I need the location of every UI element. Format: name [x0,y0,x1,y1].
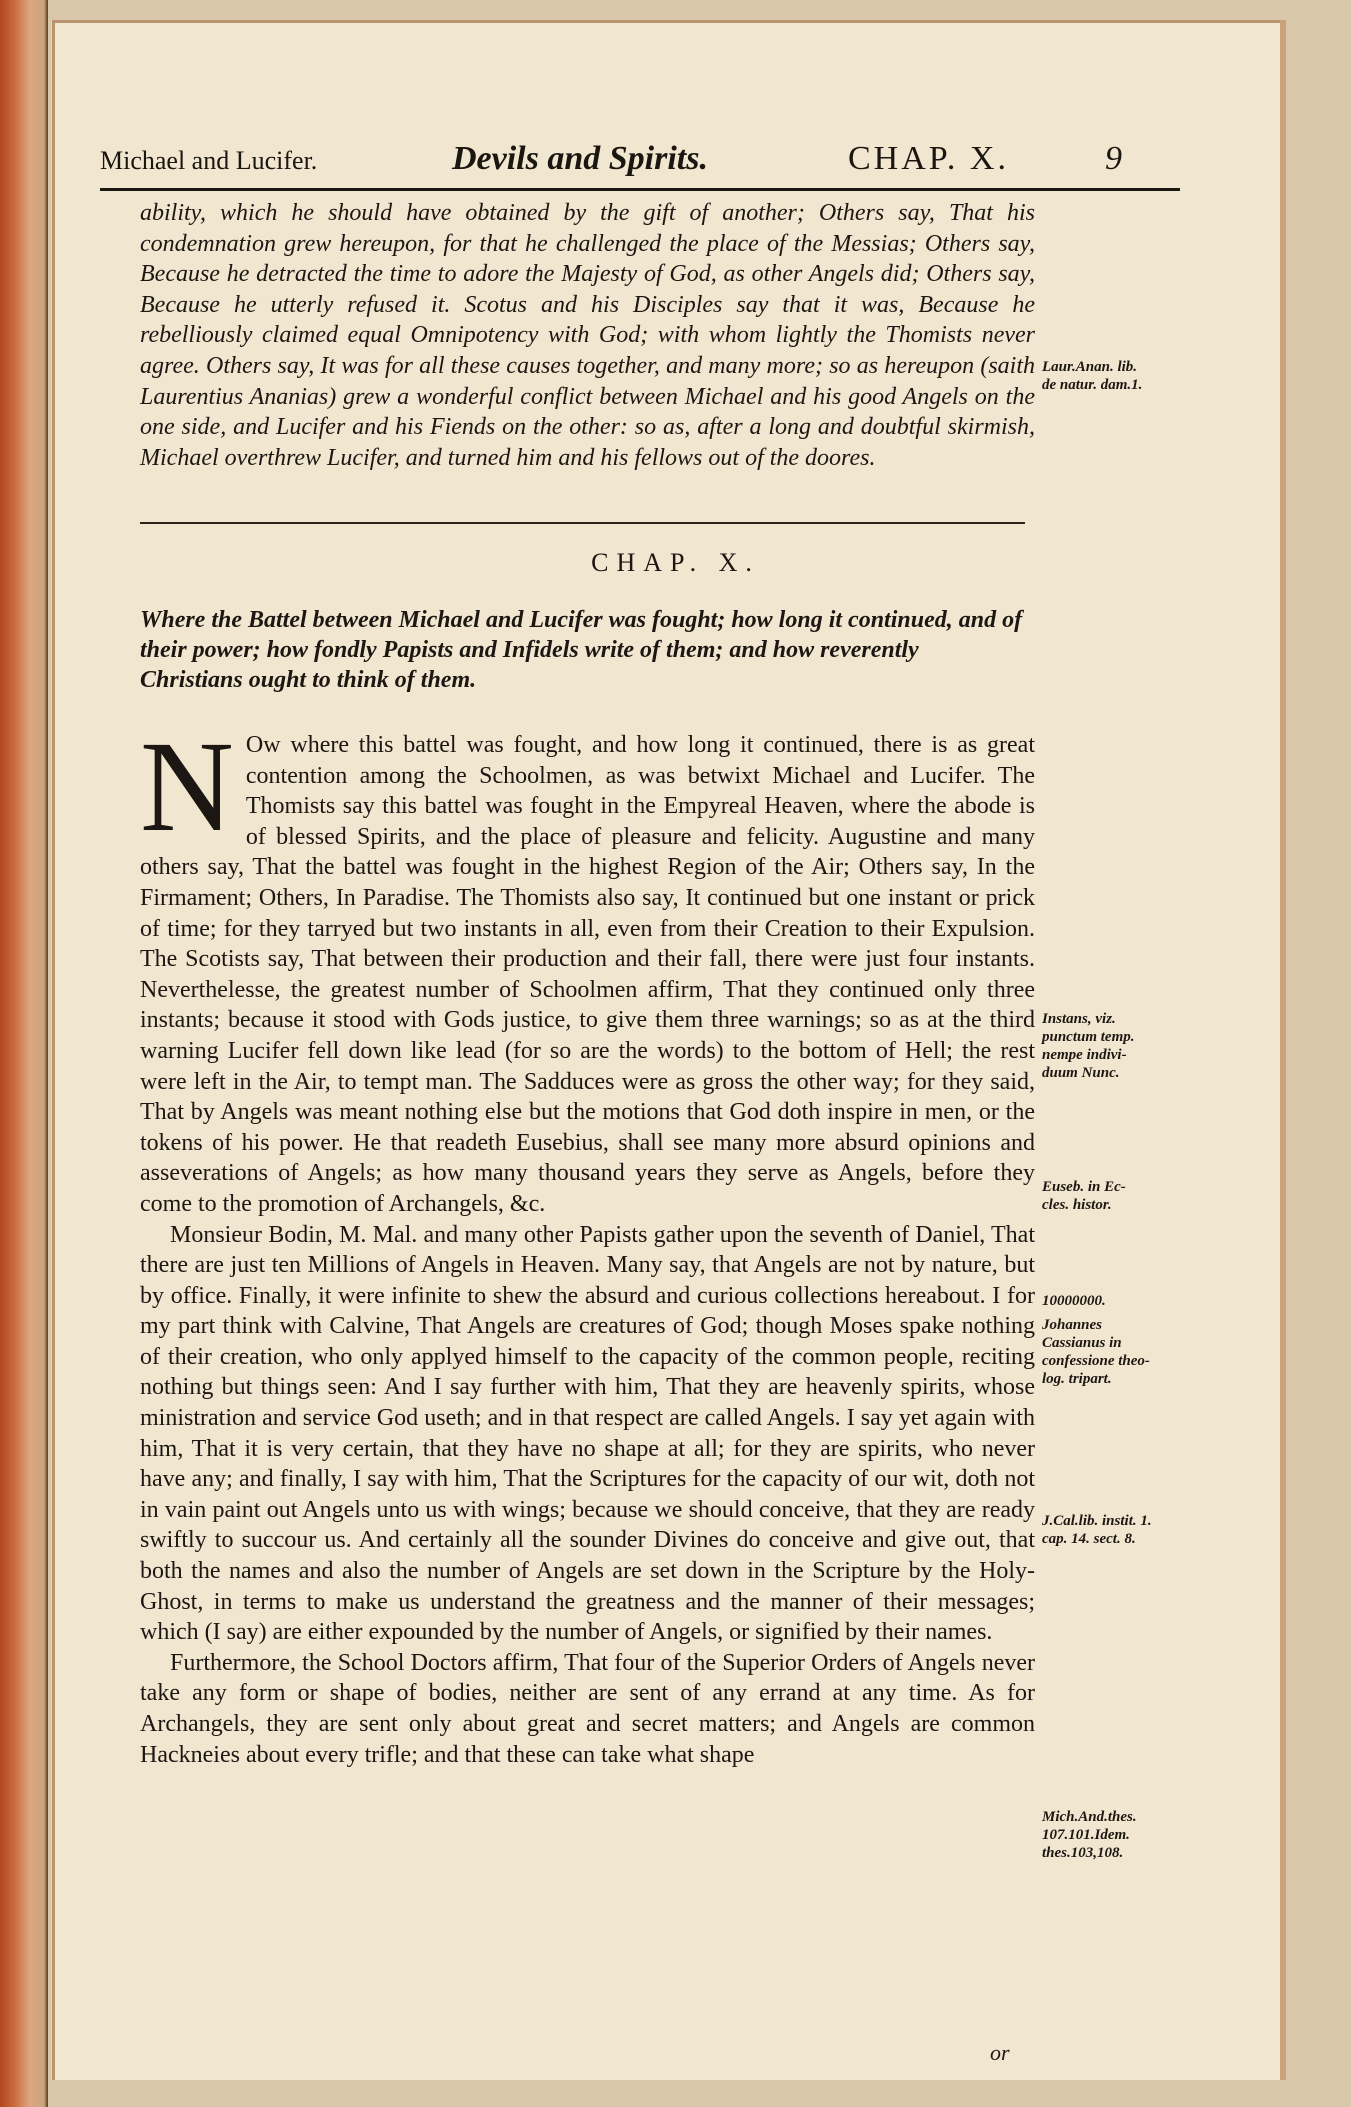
paragraph-2: Monsieur Bodin, M. Mal. and many other Papists gather upon the seventh of Daniel, That there are just ten Millions of Angels in Heaven. Many say, that Angels are not by nature, but by office. Finally, it were infinite to shew the absurd and curious collections hereabout. I for my part think with Calvine, That Angels are creatures of God; though Moses spake nothing of their creation, who only applyed himself to the capacity of the common people, reciting nothing but things seen: And I say further with him, That they are heavenly spirits, whose ministration and service God useth; and in that respect are called Angels. I say yet again with him, That it is very certain, that they have no shape at all; for they are spirits, who never have any; and finally, I say with him, That the Scriptures for the capacity of our wit, doth not in vain paint out Angels unto us with wings; because we should conceive, that they are ready swiftly to succour us. And certainly all the sounder Divines do conceive and give out, that both the names and also the number of Angels are set down in the Scripture by the Holy-Ghost, in terms to make us understand the greatness and the manner of their messages; which (I say) are either expounded by the number of Angels, or signified by their names. [140,1221,1035,1646]
header-rule [100,188,1180,191]
running-header [100,140,1180,188]
paragraph-3: Furthermore, the School Doctors affirm, That four of the Superior Orders of Angels never take any form or shape of bodies, neither are sent of any errand at any time. As for Archangels, they are sent only about great and secret matters; and Angels are common Hackneies about every trifle; and that these can take what shape [140,1649,1035,1768]
margin-note-3: Euseb. in Ec-cles. histor. [1042,1179,1126,1213]
header-center-title: Devils and Spirits. [452,140,708,177]
drop-cap: N [140,715,234,859]
chapter-heading: CHAP. X. [591,548,760,577]
margin-note-6: J.Cal.lib. instit. 1. cap. 14. sect. 8. [1042,1513,1152,1547]
section-divider [140,522,1025,524]
page-number: 9 [1105,140,1122,177]
margin-note-5: Johannes Cassianus in confessione theo-log. tripart. [1042,1317,1150,1387]
top-paragraph-text: ability, which he should have obtained by the gift of another; Others say, That his condemnation grew hereupon, for that he challenged the place of the Messias; Others say, Because he detracted the time to adore the Majesty of God, as other Angels did; Others say, Because he utterly refused it. Scotus and his Disciples say that it was, Because he rebelliously claimed equal Omnipotency with God; with whom lightly the Thomists never agree. Others say, It was for all these causes together, and many more; so as hereupon (saith Laurentius Ananias) grew a wonderful conflict between Michael and his good Angels on the one side, and Lucifer and his Fiends on the other: so as, after a long and doubtful skirmish, Michael overthrew Lucifer, and turned him and his fellows out of the doores. [140,200,1035,471]
header-chapter: CHAP. X. [848,140,1009,177]
book-spine-edge [0,0,48,2107]
margin-note-4: 10000000. [1042,1293,1106,1309]
paragraph-1-text: Ow where this battel was fought, and how long it continued, there is as great contention among the Schoolmen, as was betwixt Michael and Lucifer. The Thomists say this battel was fought in the Empyreal Heaven, where the abode is of blessed Spirits, and the place of pleasure and felicity. Augustine and many others say, That the battel was fought in the highest Region of the Air; Others say, In the Firmament; Others, In Paradise. The Thomists also say, It continued but one instant or prick of time; for they tarryed but two instants in all, even from their Creation to their Expulsion. The Scotists say, That between their production and their fall, there were just four instants. Neverthelesse, the greatest number of Schoolmen affirm, That they continued only three instants; because it stood with Gods justice, to give them three warnings; so as at the third warning Lucifer fell down like lead (for so are the words) to the bottom of Hell; the rest were left in the Air, to tempt man. The Sadduces were as gross the other way; for they said, That by Angels was meant nothing else but the motions that God doth inspire in men, or the tokens of his power. He that readeth Eusebius, shall see many more absurd opinions and asseverations of Angels; as how many thousand years they serve as Angels, before they come to the promotion of Archangels, &c. [140,732,1035,1217]
header-left-title: Michael and Lucifer. [100,146,318,175]
margin-note-7: Mich.And.thes. 107.101.Idem. thes.103,108. [1042,1809,1137,1861]
top-paragraph [140,198,1035,473]
margin-note-1: Laur.Anan. lib. de natur. dam.1. [1042,359,1143,393]
catchword: or [990,2040,1010,2065]
main-body [140,715,1035,1770]
paragraph-1 [140,715,1035,1220]
chapter-summary: Where the Battel between Michael and Lucifer was fought; how long it continued, and of their power; how fondly Papists and Infidels write of them; and how reverently Christians ought to think of them. [140,607,1023,693]
margin-note-2: Instans, viz. punctum temp. nempe indivi-duum Nunc. [1042,1011,1135,1081]
